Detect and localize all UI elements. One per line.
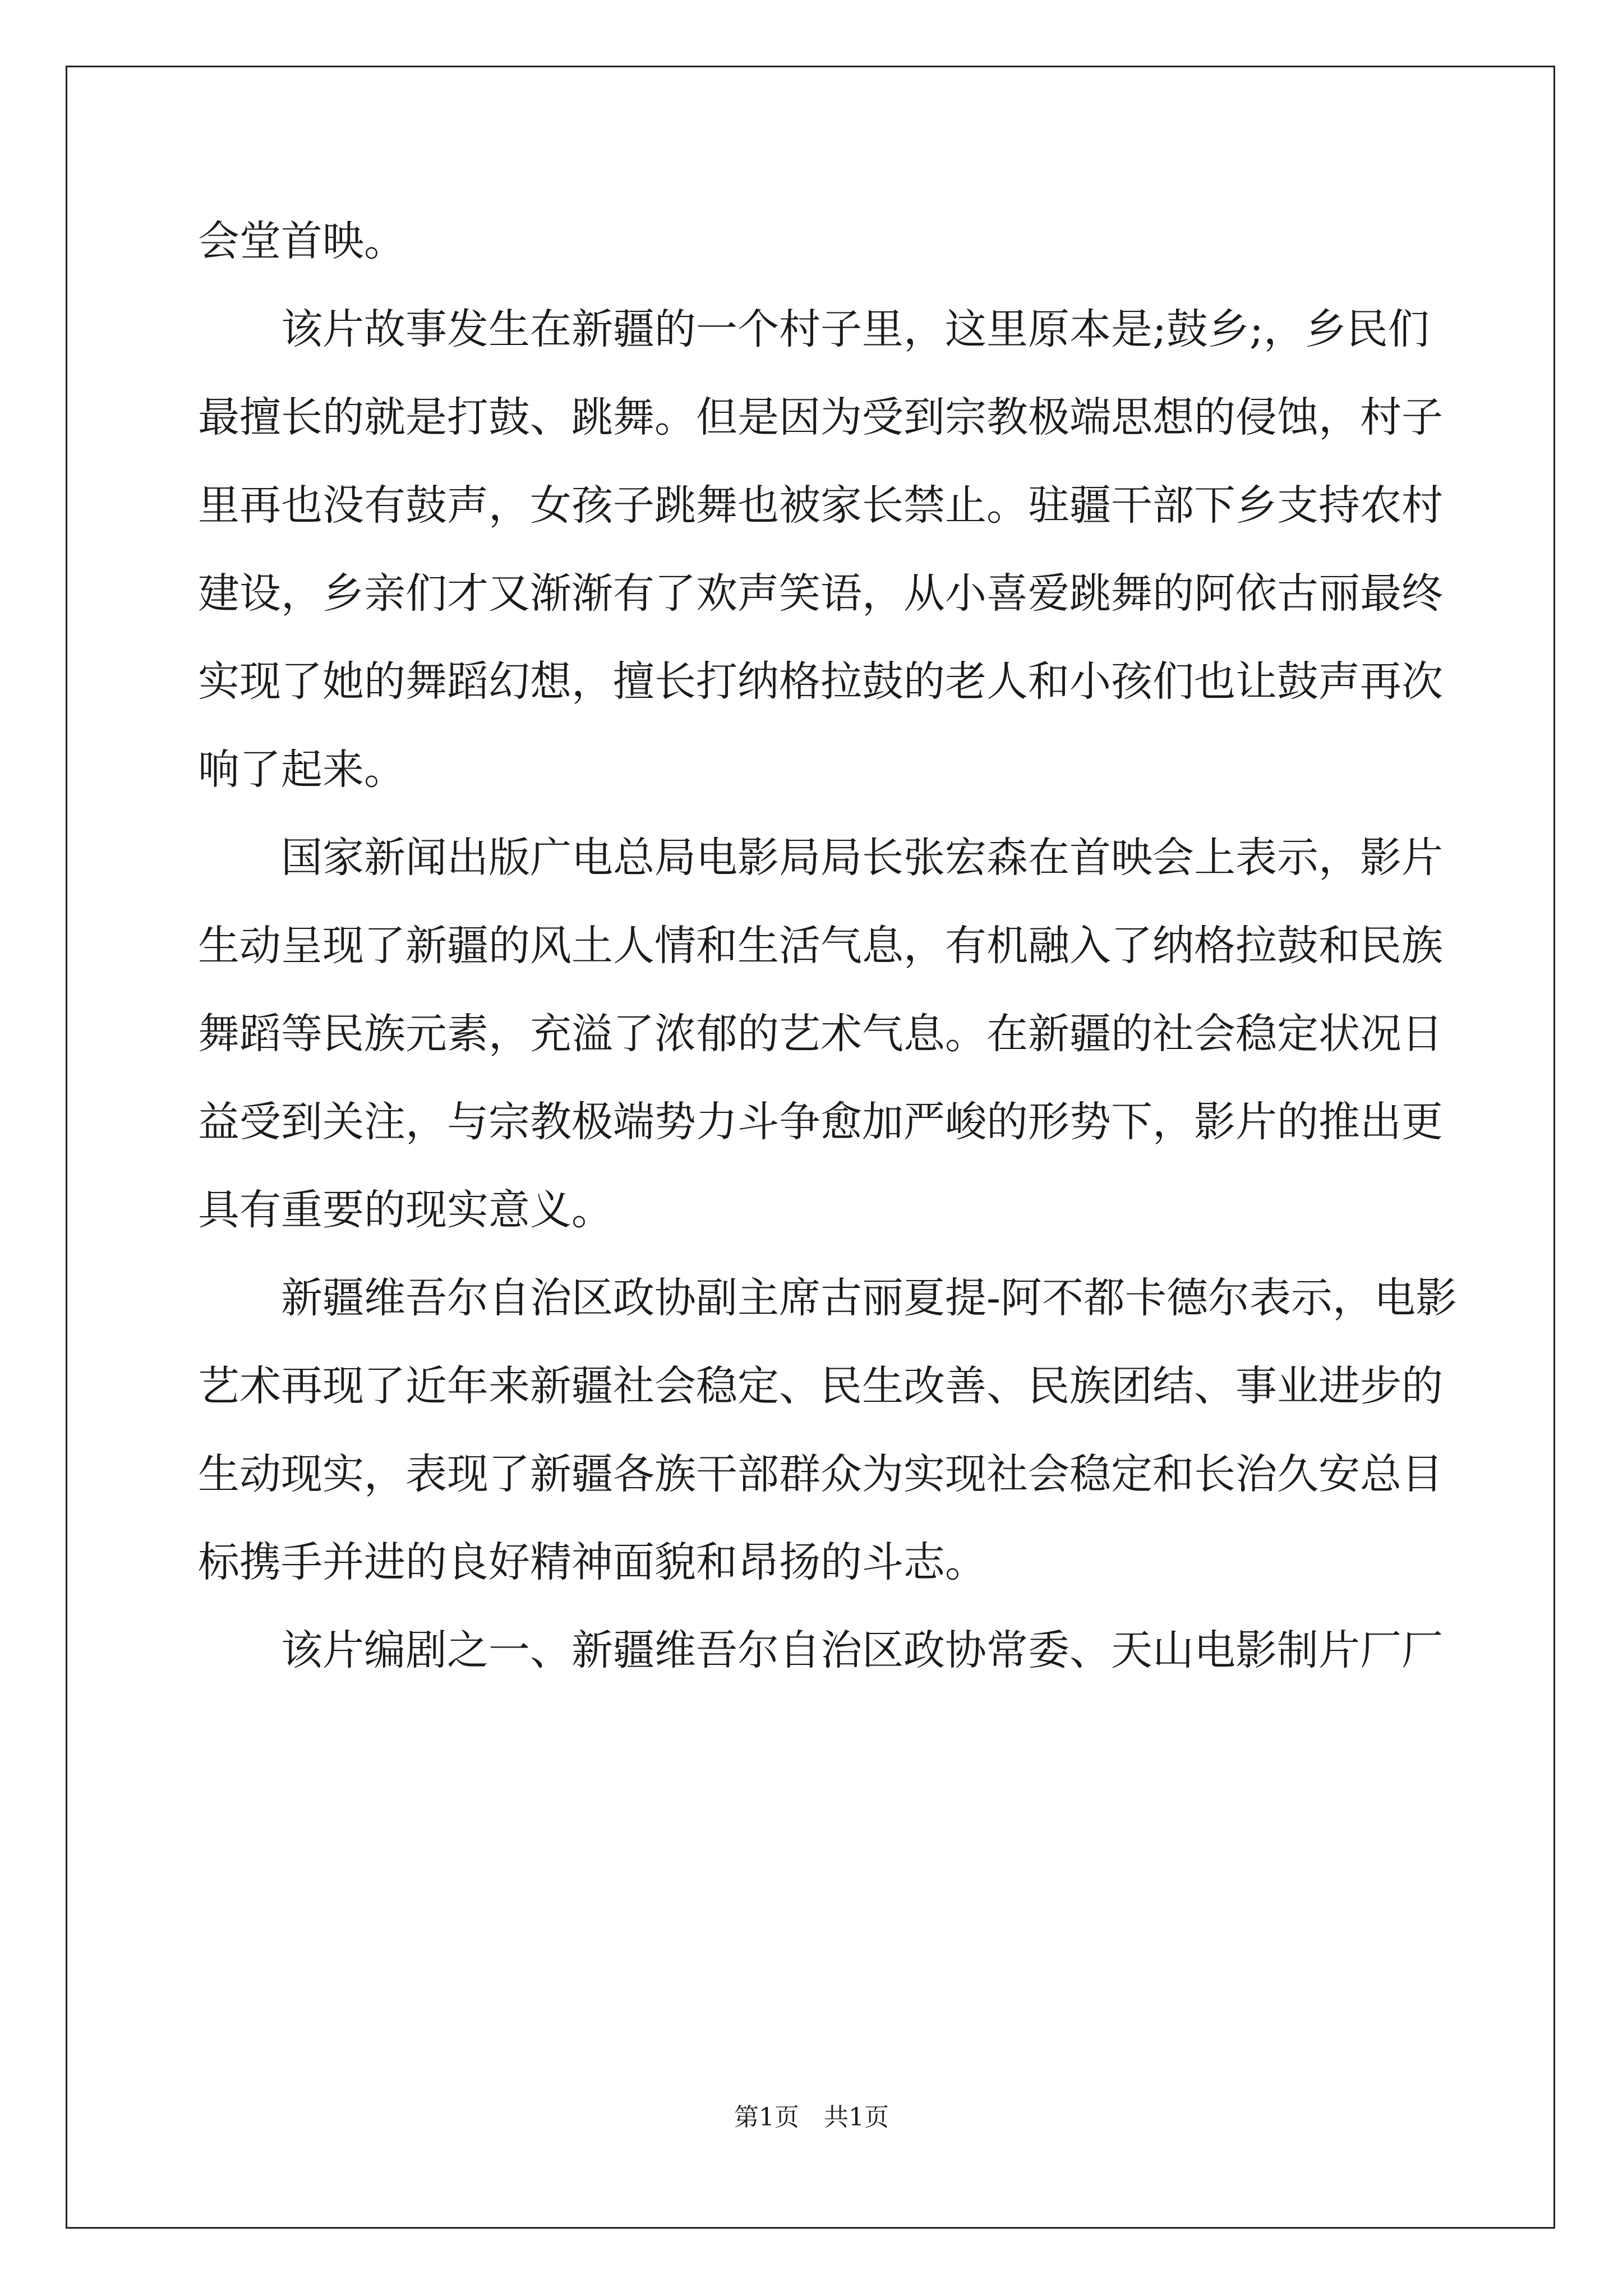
text-line: 国家新闻出版广电总局电影局局长张宏森在首映会上表示，影片 (281, 834, 1443, 882)
text-line: 该片故事发生在新疆的一个村子里，这里原本是;鼓乡;，乡民们 (281, 305, 1430, 353)
text-line: 新疆维吾尔自治区政协副主席古丽夏提-阿不都卡德尔表示，电影 (281, 1274, 1458, 1322)
text-line: 标携手并进的良好精神面貌和昂扬的斗志。 (198, 1538, 986, 1586)
text-line: 建设，乡亲们才又渐渐有了欢声笑语，从小喜爱跳舞的阿依古丽最终 (198, 569, 1443, 618)
text-line: 该片编剧之一、新疆维吾尔自治区政协常委、天山电影制片厂厂 (281, 1626, 1443, 1674)
text-line: 益受到关注，与宗教极端势力斗争愈加严峻的形势下，影片的推出更 (198, 1098, 1443, 1146)
text-line: 舞蹈等民族元素，充溢了浓郁的艺术气息。在新疆的社会稳定状况日 (198, 1010, 1443, 1058)
page-number-footer: 第1页 共1页 (734, 2103, 889, 2132)
text-line: 实现了她的舞蹈幻想，擅长打纳格拉鼓的老人和小孩们也让鼓声再次 (198, 657, 1443, 706)
text-line: 生动现实，表现了新疆各族干部群众为实现社会稳定和长治久安总目 (198, 1450, 1443, 1498)
document-body (198, 197, 1458, 1695)
text-line: 会堂首映。 (198, 217, 405, 265)
text-line: 艺术再现了近年来新疆社会稳定、民生改善、民族团结、事业进步的 (198, 1362, 1443, 1410)
text-line: 响了起来。 (198, 746, 405, 794)
text-line: 最擅长的就是打鼓、跳舞。但是因为受到宗教极端思想的侵蚀，村子 (198, 393, 1443, 441)
text-line: 生动呈现了新疆的风土人情和生活气息，有机融入了纳格拉鼓和民族 (198, 922, 1443, 970)
text-line: 里再也没有鼓声，女孩子跳舞也被家长禁止。驻疆干部下乡支持农村 (198, 481, 1443, 530)
text-line: 具有重要的现实意义。 (198, 1186, 613, 1234)
